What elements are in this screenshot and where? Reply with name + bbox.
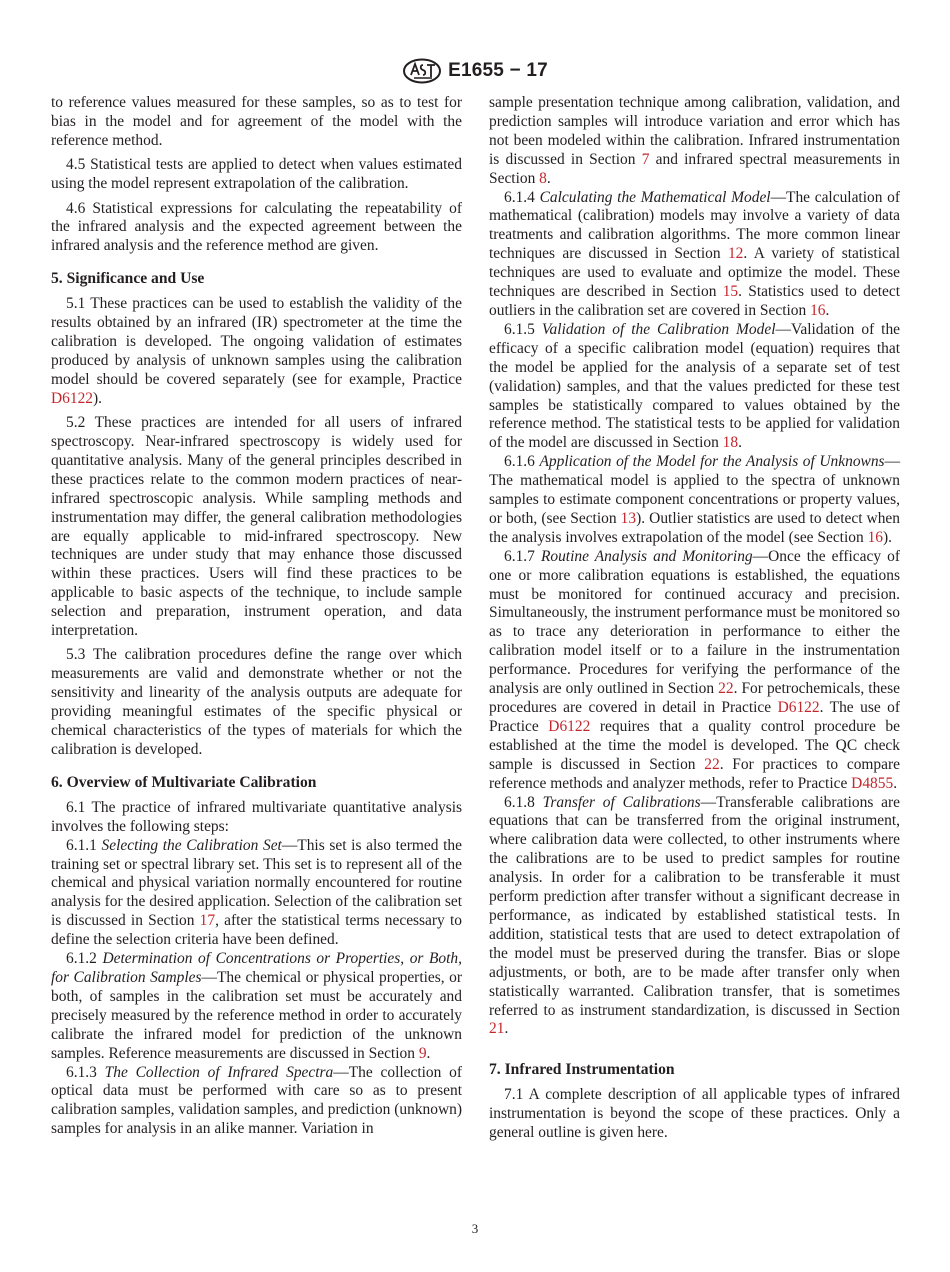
section-link-12[interactable]: 12 bbox=[727, 245, 744, 263]
left-column bbox=[51, 94, 462, 1139]
paragraph-6-1-1: 6.1.1 Selecting the Calibration Set—This set is also termed the training set or spectral library set. This set is to represent all of the chemical and physical variation normally encountered for routine analysis for the desired application. Selection of the calibration set is discussed in Section 17, after the statistical terms necessary to define the selection criteria have been defined. bbox=[51, 836, 463, 949]
section-link-7[interactable]: 7 bbox=[641, 150, 650, 168]
reference-link-d6122[interactable]: D6122 bbox=[51, 389, 94, 407]
reference-link-d4855[interactable]: D4855 bbox=[851, 774, 894, 792]
section-link-15[interactable]: 15 bbox=[722, 283, 739, 301]
paragraph-6-1-3: 6.1.3 The Collection of Infrared Spectra—The collection of optical data must be performed with care so as to present calibration samples, validation samples, and prediction (unknown) samples for analysis in an alike manner. Variation in bbox=[51, 1063, 463, 1138]
section-link-13[interactable]: 13 bbox=[620, 509, 637, 527]
paragraph-5-2: 5.2 These practices are intended for all users of infrared spectroscopy. Near-infrared spectroscopy is widely used for quantitative analysis. Many of the general principles described in these practices relate to the common modern practices of near-infrared spectroscopic analysis. While sampling methods and instrumentation may differ, the general calibration methodologies are equally applicable to mid-infrared spectroscopy. New techniques are under study that may enhance those discussed within these practices. Users will find these practices to be applicable to basic aspects of the technique, to include sample selection and preparation, instrument operation, and data interpretation. bbox=[51, 414, 462, 640]
paragraph-6-1: 6.1 The practice of infrared multivariate quantitative analysis involves the following steps: bbox=[51, 798, 462, 835]
section-link-16[interactable]: 16 bbox=[867, 528, 883, 546]
paragraph-4-5: 4.5 Statistical tests are applied to detect when values estimated using the model represent extrapolation of the calibration. bbox=[51, 156, 462, 193]
section-7-heading: 7. Infrared Instrumentation bbox=[489, 1061, 675, 1079]
document-designation: E1655 − 17 bbox=[448, 60, 548, 81]
paragraph-6-1-3-continued: sample presentation technique among calibration, validation, and prediction samples will introduce variation and error which has not been modeled within the calibration. Infrared instrumentation is discussed in Section 7 and infrared spectral measurements in Section 8. bbox=[489, 94, 900, 187]
reference-link-d6122[interactable]: D6122 bbox=[548, 717, 591, 735]
section-link-8[interactable]: 8 bbox=[539, 169, 547, 187]
section-link-22[interactable]: 22 bbox=[704, 755, 720, 773]
paragraph-6-1-4: 6.1.4 Calculating the Mathematical Model—The calculation of mathematical (calibration) models may involve a variety of data treatments and calibration algorithms. The more common linear techniques are discussed in Section 12. A variety of statistical techniques are used to evaluate and optimize the model. These techniques are described in Section 15. Statistics used to detect outliers in the calibration set are covered in Section 16. bbox=[489, 188, 900, 319]
paragraph-5-3: 5.3 The calibration procedures define the range over which measurements are valid and demonstrate whether or not the sensitivity and linearity of the analysis outputs are adequate for providing meaningful estimates of the specific physical or chemical characteristics of the types of materials for which the calibration is developed. bbox=[51, 646, 462, 758]
section-link-16[interactable]: 16 bbox=[810, 301, 826, 319]
section-link-21[interactable]: 21 bbox=[489, 1020, 505, 1038]
paragraph-4-4-continued: to reference values measured for these samples, so as to test for bias in the model and for agreement of the model with the reference method. bbox=[51, 94, 462, 149]
reference-link-d6122[interactable]: D6122 bbox=[777, 699, 820, 716]
paragraph-6-1-6: 6.1.6 Application of the Model for the Analysis of Unknowns—The mathematical model is applied to the spectra of unknown samples to estimate component concentrations or property values, or both, (see Section 13). Outlier statistics are used to detect when the analysis involves extrapolation of the model (see Section 16). bbox=[489, 453, 901, 546]
paragraph-6-1-7: 6.1.7 Routine Analysis and Monitoring—Once the efficacy of one or more calibration equations is established, the equations must be monitored for continued accuracy and precision. Simultaneously, the instrument performance must be monitored so as to trace any deterioration in performance to either the calibration model itself or to a failure in the instrumentation performance. Procedures for verifying the performance of the analysis are only outlined in Section 22. For petrochemicals, these procedures are covered in detail in Practice D6122. The use of Practice D6122 requires that a quality control procedure be established at the time the model is developed. The QC check sample is discussed in Section 22. For practices to compare reference methods and analyzer methods, refer to Practice D4855. bbox=[489, 547, 900, 792]
section-5-heading: 5. Significance and Use bbox=[51, 270, 205, 288]
section-link-18[interactable]: 18 bbox=[722, 434, 739, 452]
astm-logo-icon bbox=[402, 58, 442, 84]
paragraph-6-1-2: 6.1.2 Determination of Concentrations or Properties, or Both, for Calibration Samples—The chemical or physical properties, or both, of samples in the calibration set must be accurately and precisely measured by the reference method in order to accurately calibrate the infrared model for prediction of the unknown samples. Reference measurements are discussed in Section 9. bbox=[51, 950, 463, 1062]
paragraph-6-1-5: 6.1.5 Validation of the Calibration Model—Validation of the efficacy of a specific calibration model (equation) requires that the model be applied for the analysis of a separate set of test (validation) samples, and that the values predicted for these test samples be statistically compared to values obtained by the reference method. The statistical tests to be applied for validation of the model are discussed in Section 18. bbox=[489, 320, 901, 452]
paragraph-6-1-8: 6.1.8 Transfer of Calibrations—Transferable calibrations are equations that can be transferred from the original instrument, where calibration data were collected, to other instruments where the calibrations are to be used to predict samples for routine analysis. In order for a calibration to be transferable it must perform prediction after transfer without a significant decrease in performance, as indicated by established statistical tests. In addition, statistical tests that are used to detect extrapolation of the model must be preserved during the transfer. Bias or slope adjustments, or both, are to be made after transfer only when statistically warranted. Calibration transfer, that is sometimes referred to as instrument standardization, is discussed in Section 21. bbox=[489, 793, 901, 1038]
paragraph-5-1: 5.1 These practices can be used to establish the validity of the results obtained by an infrared (IR) spectrometer at the time the calibration is developed. The ongoing validation of estimates produced by analysis of unknown samples using the calibration model should be covered separately (see for example, Practice D6122). bbox=[51, 295, 462, 407]
page-header bbox=[0, 56, 950, 86]
paragraph-7-1: 7.1 A complete description of all applicable types of infrared instrumentation is beyond the scope of these practices. Only a general outline is given here. bbox=[489, 1086, 900, 1142]
section-6-heading: 6. Overview of Multivariate Calibration bbox=[51, 773, 317, 791]
page-number: 3 bbox=[471, 1221, 479, 1236]
right-column bbox=[489, 94, 900, 1143]
paragraph-4-6: 4.6 Statistical expressions for calculating the repeatability of the infrared analysis and the expected agreement between the infrared analysis and the reference method are given. bbox=[51, 199, 462, 255]
section-link-17[interactable]: 17 bbox=[199, 912, 216, 930]
section-link-22[interactable]: 22 bbox=[718, 680, 734, 698]
section-link-9[interactable]: 9 bbox=[418, 1044, 427, 1062]
